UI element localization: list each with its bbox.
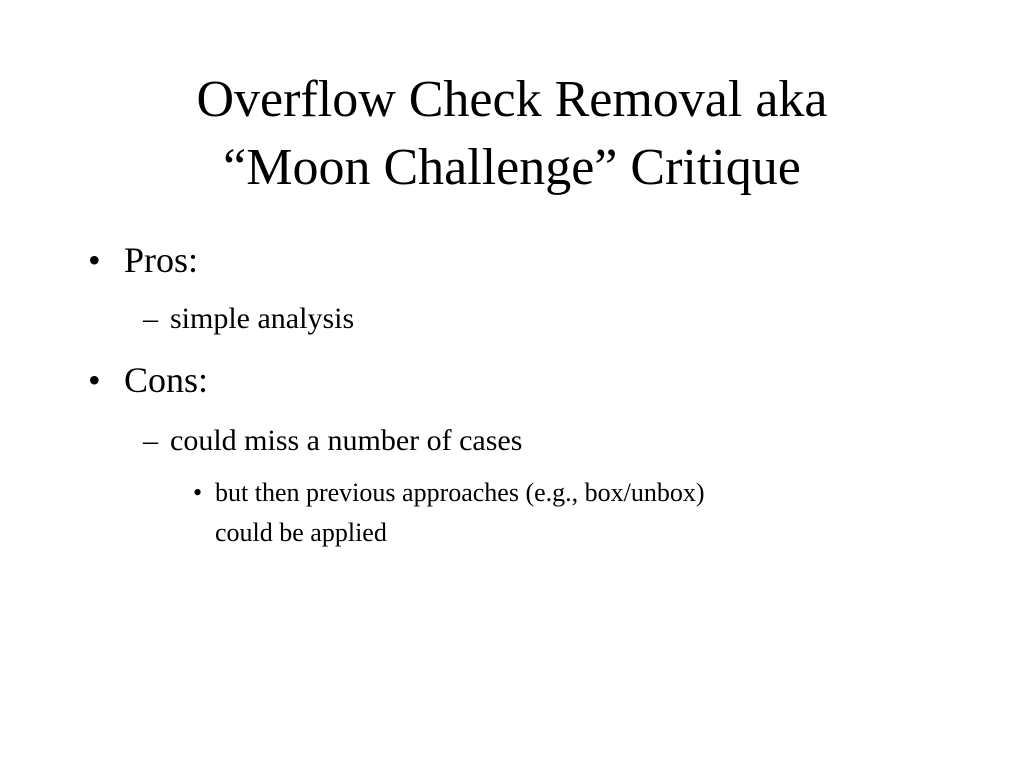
title-line-2: “Moon Challenge” Critique xyxy=(223,139,801,196)
slide-title xyxy=(0,66,1024,202)
sub-bullet-text: could miss a number of cases xyxy=(170,424,523,457)
bullet-marker: • xyxy=(88,360,101,400)
sub-sub-bullet-line-2: could be applied xyxy=(215,518,387,547)
sub-bullet-text: simple analysis xyxy=(170,302,355,335)
bullet-marker: • xyxy=(88,240,101,280)
bullet-text: Pros: xyxy=(124,240,199,280)
sub-sub-bullet-line-1: but then previous approaches (e.g., box/unbox) xyxy=(215,478,705,507)
title-line-1: Overflow Check Removal aka xyxy=(196,71,828,128)
dash-marker: – xyxy=(143,424,158,457)
bullet-marker: • xyxy=(193,478,203,507)
bullet-text: Cons: xyxy=(124,360,209,400)
dash-marker: – xyxy=(143,302,158,335)
